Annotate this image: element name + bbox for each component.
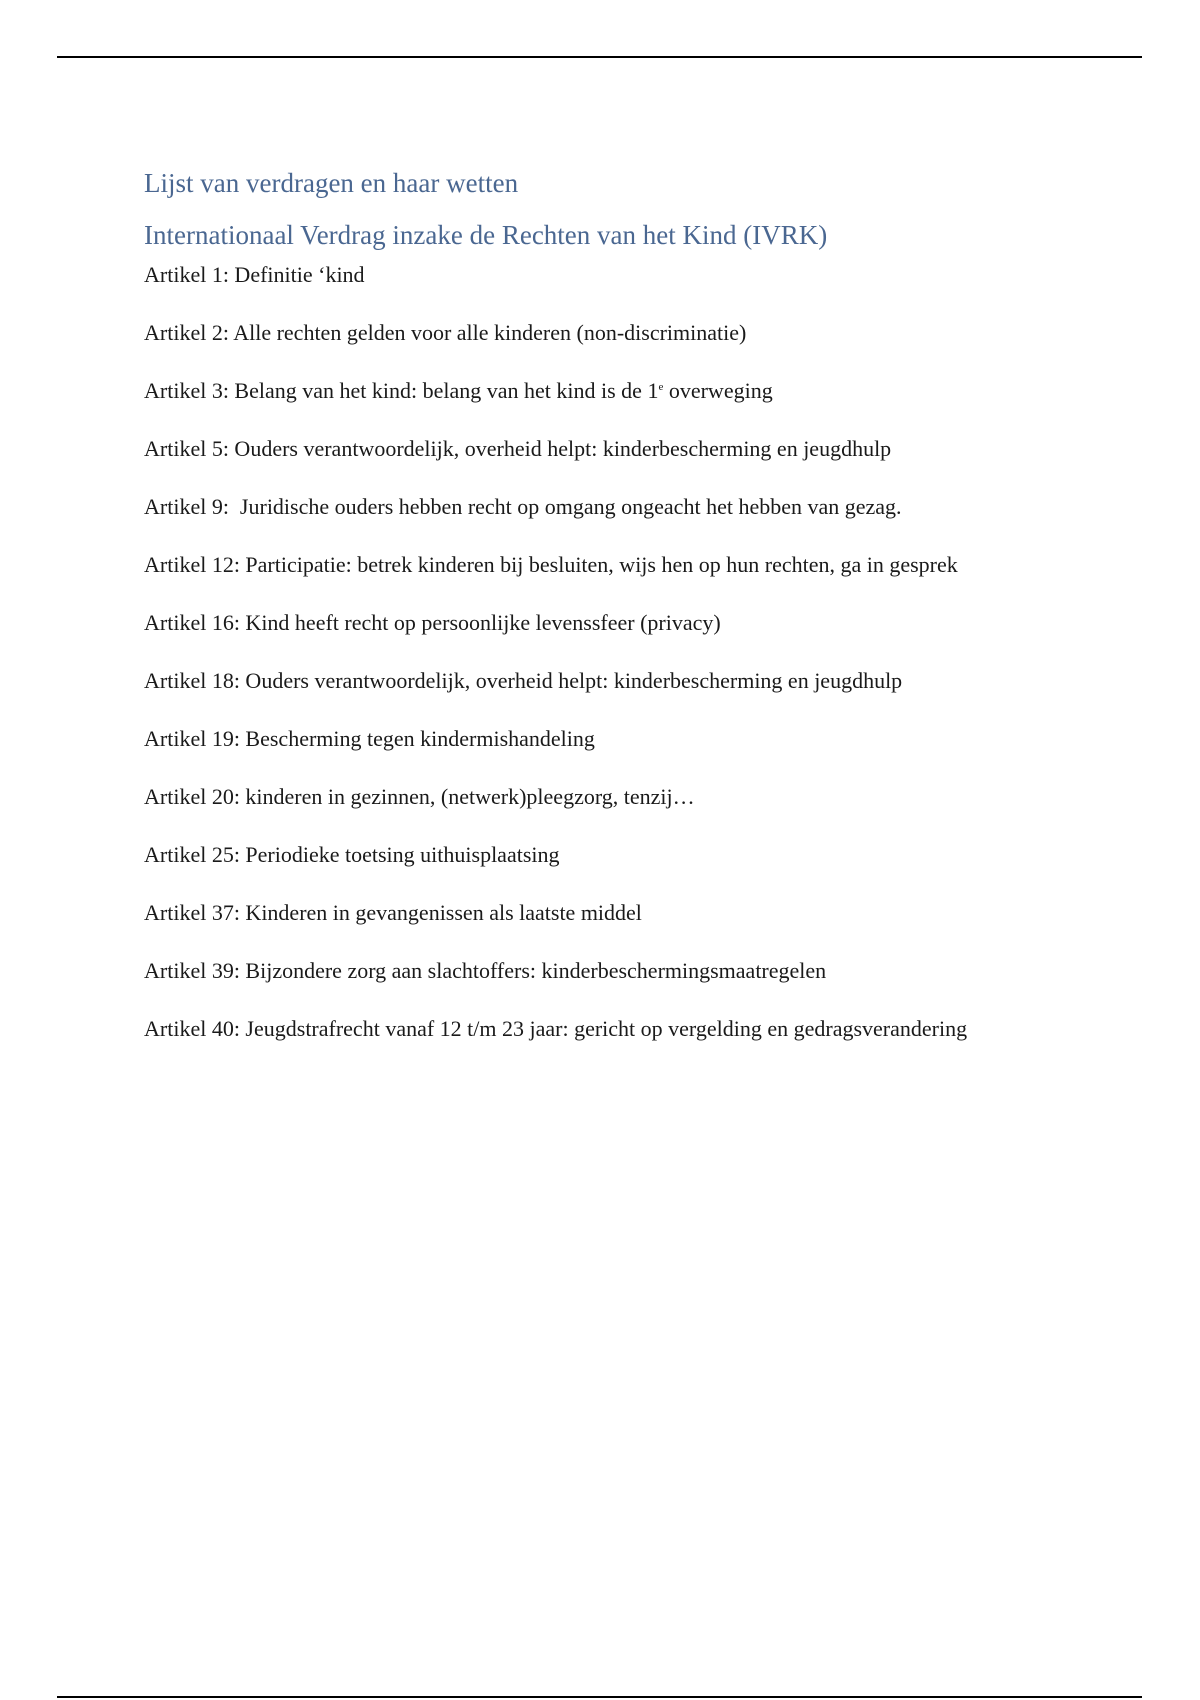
article-item: [144, 318, 1144, 348]
article-item: [144, 550, 1144, 580]
article-list: [144, 260, 1144, 1044]
article-item: [144, 840, 1144, 870]
document-title: Lijst van verdragen en haar wetten: [144, 168, 519, 198]
article-text: Artikel 2: Alle rechten gelden voor alle kinderen (non-discriminatie): [144, 320, 747, 345]
article-item: [144, 666, 1144, 696]
document-body: [144, 166, 1144, 1072]
ordinal-superscript: e: [658, 381, 664, 393]
article-text: Artikel 25: Periodieke toetsing uithuisplaatsing: [144, 842, 560, 867]
article-item: [144, 1014, 1144, 1044]
article-text: Artikel 5: Ouders verantwoordelijk, overheid helpt: kinderbescherming en jeugdhulp: [144, 436, 892, 461]
article-item: [144, 608, 1144, 638]
document-subtitle: Internationaal Verdrag inzake de Rechten van het Kind (IVRK): [144, 220, 828, 250]
header-rule: [57, 56, 1142, 58]
footer-rule: [57, 1696, 1142, 1698]
article-text: Artikel 37: Kinderen in gevangenissen als laatste middel: [144, 900, 642, 925]
article-item: [144, 782, 1144, 812]
article-text-after: overweging: [663, 378, 773, 403]
article-text: Artikel 39: Bijzondere zorg aan slachtoffers: kinderbeschermingsmaatregelen: [144, 958, 827, 983]
article-item: [144, 434, 1144, 464]
article-text: Artikel 40: Jeugdstrafrecht vanaf 12 t/m 23 jaar: gericht op vergelding en gedragsverandering: [144, 1016, 968, 1041]
article-text: Artikel 1: Definitie ‘kind: [144, 262, 365, 287]
article-item: [144, 898, 1144, 928]
article-text: Artikel 12: Participatie: betrek kinderen bij besluiten, wijs hen op hun rechten, ga in gesprek: [144, 552, 958, 577]
article-text: Artikel 16: Kind heeft recht op persoonlijke levenssfeer (privacy): [144, 610, 721, 635]
article-text: Artikel 18: Ouders verantwoordelijk, overheid helpt: kinderbescherming en jeugdhulp: [144, 668, 903, 693]
article-item: [144, 956, 1144, 986]
article-text: Artikel 20: kinderen in gezinnen, (netwerk)pleegzorg, tenzij…: [144, 784, 695, 809]
article-text: Artikel 3: Belang van het kind: belang van het kind is de 1: [144, 378, 659, 403]
article-item: [144, 376, 1144, 406]
article-item: [144, 260, 1144, 290]
article-item: [144, 724, 1144, 754]
article-text: Artikel 19: Bescherming tegen kindermishandeling: [144, 726, 595, 751]
article-item: [144, 492, 1144, 522]
article-text: Artikel 9: Juridische ouders hebben recht op omgang ongeacht het hebben van gezag.: [144, 494, 902, 519]
